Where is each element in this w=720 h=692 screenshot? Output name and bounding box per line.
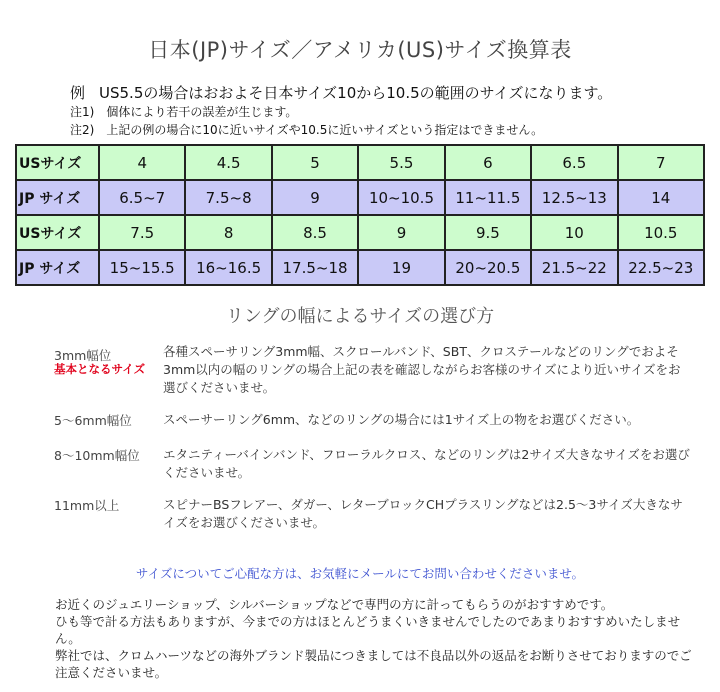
table-cell: 15~15.5 — [99, 250, 185, 285]
size-conversion-table — [15, 144, 705, 286]
note-1: 注1) 個体により若干の誤差が生じます。 — [70, 105, 298, 119]
contact-notice: サイズについてご心配な方は、お気軽にメールにてお問い合わせくださいませ。 — [135, 566, 585, 581]
table-cell: 12.5~13 — [531, 180, 617, 215]
table-cell: 7.5 — [99, 215, 185, 250]
table-cell: 10.5 — [618, 215, 704, 250]
width-section-title: リングの幅によるサイズの選び方 — [225, 306, 495, 327]
table-cell: 20~20.5 — [445, 250, 531, 285]
width-sublabel-basic: 基本となるサイズ — [54, 362, 146, 376]
table-cell: 10~10.5 — [358, 180, 444, 215]
table-cell: 6 — [445, 145, 531, 180]
table-row-us — [16, 145, 704, 180]
row-label-jp: JP サイズ — [16, 250, 99, 285]
row-label-us: USサイズ — [16, 145, 99, 180]
table-cell: 9 — [358, 215, 444, 250]
row-label-jp: JP サイズ — [16, 180, 99, 215]
table-cell: 8.5 — [272, 215, 358, 250]
table-cell: 22.5~23 — [618, 250, 704, 285]
table-cell: 14 — [618, 180, 704, 215]
width-label-8-10mm: 8～10mm幅位 — [54, 448, 140, 463]
width-desc-3mm: 各種スペーサリング3mm幅、スクロールバンド、SBT、クロステールなどのリングでおよそ3mm以内の幅のリングの場合上記の表を確認しながらお客様のサイズにより近いサイズをお選びくださいませ。 — [163, 344, 681, 395]
table-cell: 21.5~22 — [531, 250, 617, 285]
width-desc-8-10mm: エタニティーバインバンド、フローラルクロス、などのリングは2サイズ大きなサイズをお選びくださいませ。 — [163, 447, 690, 480]
footer-line: お近くのジュエリーショップ、シルバーショップなどで専門の方に計ってもらうのがおすすめです。 — [55, 597, 614, 612]
example-text: US5.5の場合はおおよそ日本サイズ10から10.5の範囲のサイズになります。 — [99, 84, 613, 102]
table-cell: 6.5~7 — [99, 180, 185, 215]
note-2: 注2) 上記の例の場合に10に近いサイズや10.5に近いサイズという指定はできません。 — [70, 123, 544, 137]
table-cell: 7 — [618, 145, 704, 180]
example-lead: 例 — [70, 84, 86, 102]
table-cell: 5.5 — [358, 145, 444, 180]
table-cell: 8 — [185, 215, 271, 250]
page-title: 日本(JP)サイズ／アメリカ(US)サイズ換算表 — [148, 38, 572, 62]
width-label-5-6mm: 5～6mm幅位 — [54, 413, 132, 428]
table-cell: 4.5 — [185, 145, 271, 180]
table-cell: 7.5~8 — [185, 180, 271, 215]
table-cell: 9.5 — [445, 215, 531, 250]
table-cell: 11~11.5 — [445, 180, 531, 215]
footer-notes — [55, 596, 700, 681]
table-cell: 10 — [531, 215, 617, 250]
width-label-11mm: 11mm以上 — [54, 498, 120, 513]
table-cell: 6.5 — [531, 145, 617, 180]
table-row-jp — [16, 250, 704, 285]
footer-line: ひも等で計る方法もありますが、今までの方はほとんどうまくいきませんでしたのであまりおすすめいたしません。 — [55, 614, 681, 646]
footer-line: 弊社では、クロムハーツなどの海外ブランド製品につきましては不良品以外の返品をお断りさせておりますのでご注意くださいませ。 — [55, 648, 692, 680]
example-line — [70, 82, 612, 103]
table-row-jp — [16, 180, 704, 215]
table-cell: 9 — [272, 180, 358, 215]
table-cell: 4 — [99, 145, 185, 180]
table-row-us — [16, 215, 704, 250]
row-label-us: USサイズ — [16, 215, 99, 250]
table-cell: 17.5~18 — [272, 250, 358, 285]
width-label-3mm: 3mm幅位 — [54, 348, 112, 363]
width-desc-5-6mm: スペーサーリング6mm、などのリングの場合には1サイズ上の物をお選びください。 — [163, 412, 640, 427]
table-cell: 16~16.5 — [185, 250, 271, 285]
width-desc-11mm: スピナーBSフレアー、ダガー、レターブロックCHプラスリングなどは2.5～3サイズ大きなサイズをお選びくださいませ。 — [163, 497, 683, 530]
table-cell: 19 — [358, 250, 444, 285]
table-cell: 5 — [272, 145, 358, 180]
